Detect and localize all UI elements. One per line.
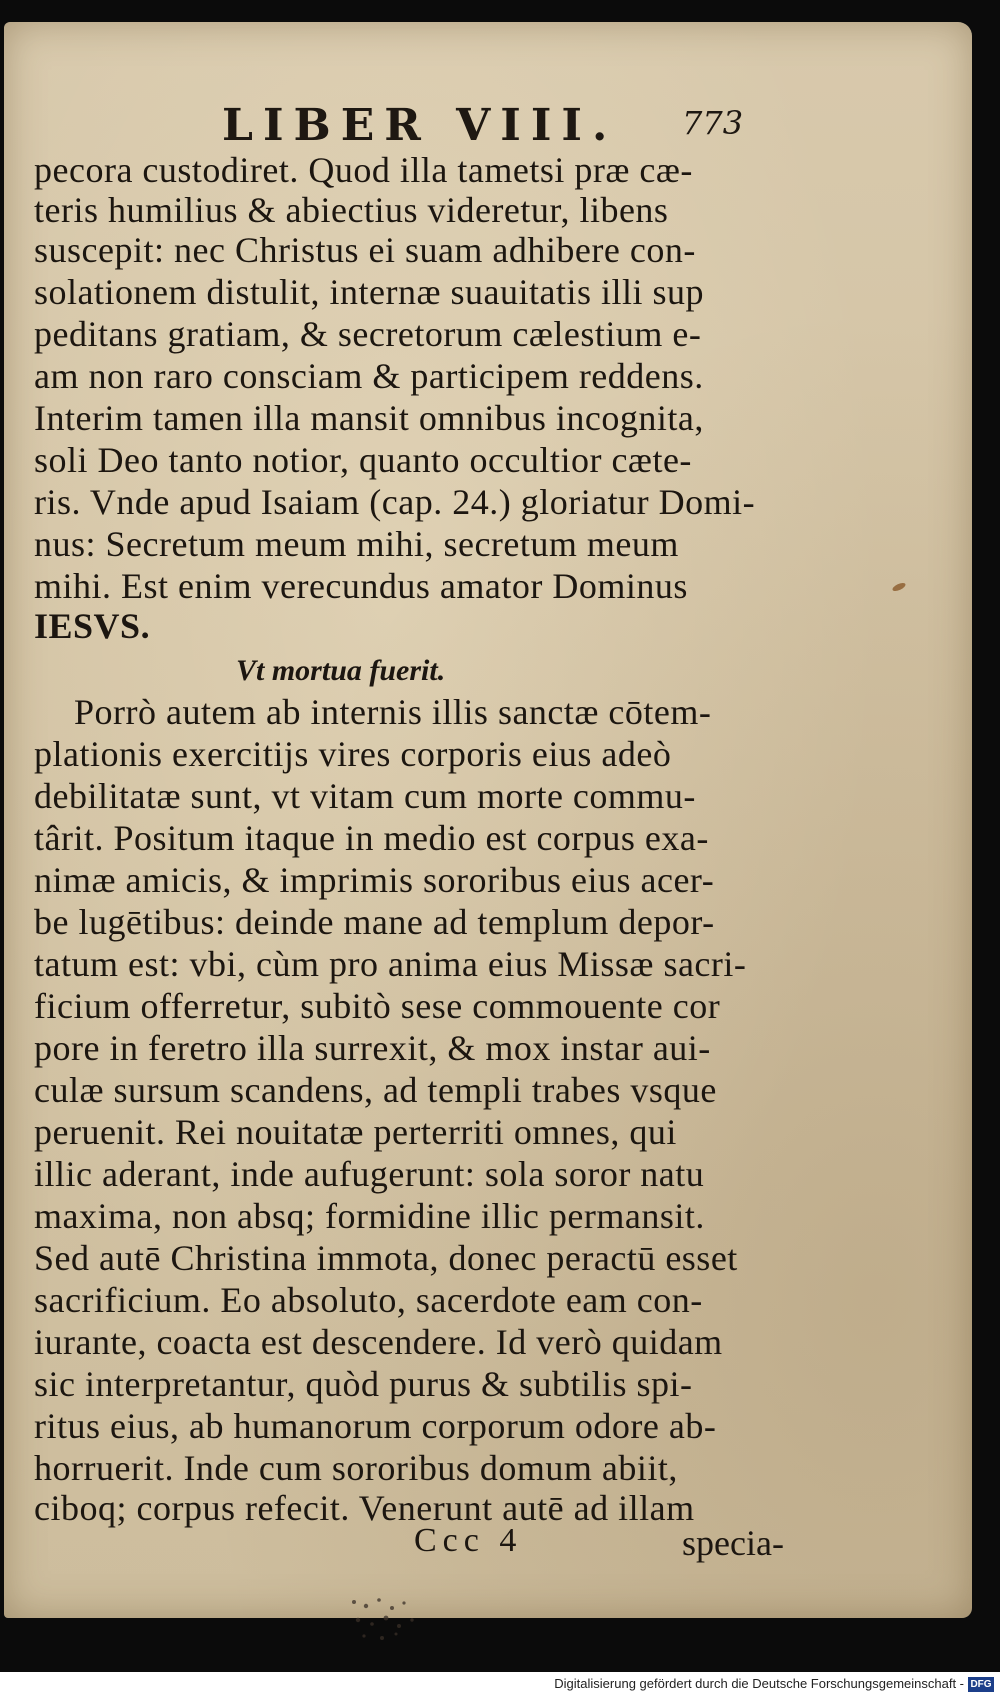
section-heading: Vt mortua fuerit. xyxy=(236,654,446,687)
text-line: ritus eius, ab humanorum corporum odore ab- xyxy=(34,1406,717,1446)
signature-mark: Ccc 4 xyxy=(414,1522,523,1559)
text-line: târit. Positum itaque in medio est corpus exa- xyxy=(34,818,709,858)
text-line: ris. Vnde apud Isaiam (cap. 24.) gloriatur Domi- xyxy=(34,482,756,522)
text-line: mihi. Est enim verecundus amator Dominus xyxy=(34,566,688,606)
footer-bar xyxy=(0,1672,1000,1698)
text-line: horruerit. Inde cum sororibus domum abiit, xyxy=(34,1448,678,1488)
text-line: be lugētibus: deinde mane ad templum depor- xyxy=(34,902,715,942)
text-line: solationem distulit, internæ suauitatis illi sup xyxy=(34,272,704,312)
text-line: nus: Secretum meum mihi, secretum meum xyxy=(34,524,679,564)
book-page xyxy=(4,22,972,1618)
text-line: pecora custodiret. Quod illa tametsi præ cæ- xyxy=(34,150,693,190)
text-line: ficium offerretur, subitò sese commouente cor xyxy=(34,986,721,1026)
text-line: peruenit. Rei nouitatæ perterriti omnes, qui xyxy=(34,1112,677,1152)
text-line: maxima, non absq; formidine illic permansit. xyxy=(34,1196,705,1236)
library-stamp-icon xyxy=(344,1594,424,1644)
text-line: am non raro consciam & participem reddens. xyxy=(34,356,704,396)
stain-mark xyxy=(891,581,906,592)
page-number: 773 xyxy=(682,104,744,142)
footer-credit: Digitalisierung gefördert durch die Deutsche Forschungsgemeinschaft - xyxy=(554,1676,964,1691)
text-line: Sed autē Christina immota, donec peractū esset xyxy=(34,1238,738,1278)
text-line: plationis exercitijs vires corporis eius adeò xyxy=(34,734,672,774)
text-line: Interim tamen illa mansit omnibus incognita, xyxy=(34,398,704,438)
text-line: teris humilius & abiectius videretur, libens xyxy=(34,190,669,230)
text-line: peditans gratiam, & secretorum cælestium e- xyxy=(34,314,702,354)
text-line: tatum est: vbi, cùm pro anima eius Missæ sacri- xyxy=(34,944,747,984)
text-line: sacrificium. Eo absoluto, sacerdote eam con- xyxy=(34,1280,703,1320)
text-line: iurante, coacta est descendere. Id verò quidam xyxy=(34,1322,723,1362)
text-line: culæ sursum scandens, ad templi trabes vsque xyxy=(34,1070,717,1110)
text-line: ciboq; corpus refecit. Venerunt autē ad illam xyxy=(34,1488,695,1528)
text-line: IESVS. xyxy=(34,606,151,646)
text-line: illic aderant, inde aufugerunt: sola soror natu xyxy=(34,1154,705,1194)
text-line: pore in feretro illa surrexit, & mox instar aui- xyxy=(34,1028,711,1068)
text-line: Porrò autem ab internis illis sanctæ cōtem- xyxy=(74,692,712,732)
running-head: LIBER VIII. xyxy=(222,100,618,151)
text-line: sic interpretantur, quòd purus & subtilis spi- xyxy=(34,1364,693,1404)
text-line: suscepit: nec Christus ei suam adhibere con- xyxy=(34,230,696,270)
text-line: nimæ amicis, & imprimis sororibus eius acer- xyxy=(34,860,715,900)
catchword: specia- xyxy=(682,1523,784,1563)
text-line: debilitatæ sunt, vt vitam cum morte commu- xyxy=(34,776,696,816)
text-line: soli Deo tanto notior, quanto occultior cæte- xyxy=(34,440,692,480)
dfg-logo-icon: DFG xyxy=(968,1677,994,1692)
